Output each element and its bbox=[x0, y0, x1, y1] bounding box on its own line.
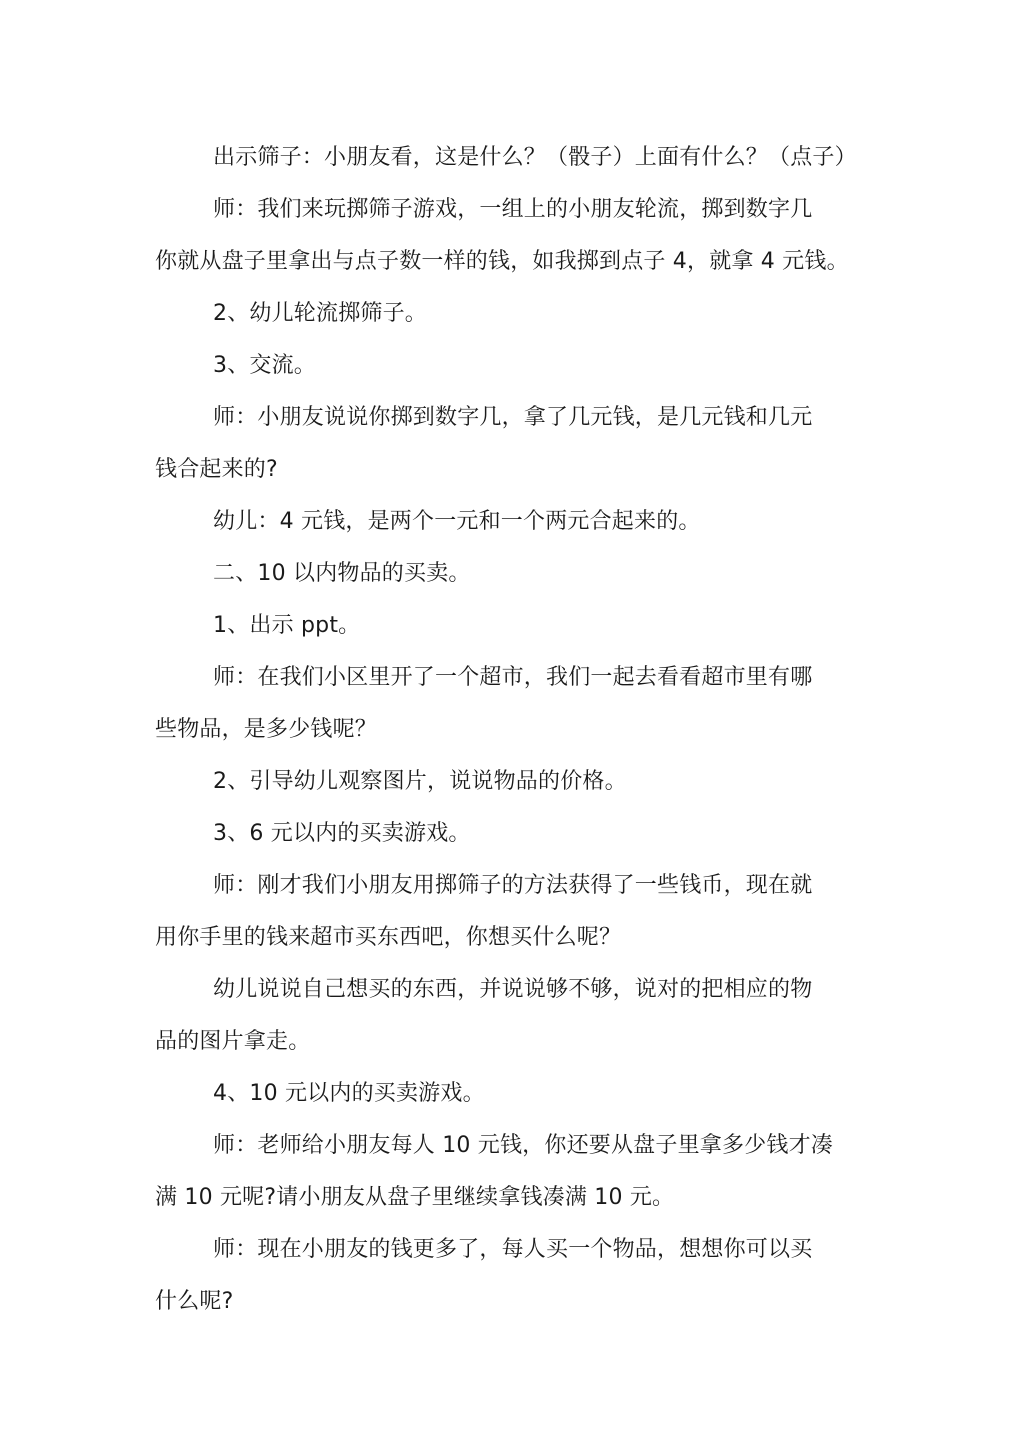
text-line: 些物品，是多少钱呢？ bbox=[155, 717, 378, 742]
document-body bbox=[155, 138, 855, 1334]
text-line: 二、10 以内物品的买卖。 bbox=[213, 561, 471, 586]
text-line: 钱合起来的? bbox=[155, 457, 278, 482]
paragraph bbox=[155, 346, 855, 398]
text-line: 师：老师给小朋友每人 10 元钱，你还要从盘子里拿多少钱才凑 bbox=[213, 1133, 833, 1158]
text-line: 2、引导幼儿观察图片，说说物品的价格。 bbox=[213, 769, 627, 794]
text-line: 出示筛子：小朋友看，这是什么？（骰子）上面有什么？（点子） bbox=[213, 145, 857, 170]
paragraph bbox=[155, 1230, 855, 1334]
paragraph bbox=[155, 398, 855, 502]
paragraph bbox=[155, 190, 855, 294]
text-line: 你就从盘子里拿出与点子数一样的钱，如我掷到点子 4，就拿 4 元钱。 bbox=[155, 249, 849, 274]
paragraph bbox=[155, 762, 855, 814]
text-line: 师：现在小朋友的钱更多了，每人买一个物品，想想你可以买 bbox=[213, 1237, 813, 1262]
paragraph bbox=[155, 970, 855, 1074]
text-line: 满 10 元呢?请小朋友从盘子里继续拿钱凑满 10 元。 bbox=[155, 1185, 675, 1210]
paragraph bbox=[155, 1126, 855, 1230]
text-line: 3、交流。 bbox=[213, 353, 316, 378]
text-line: 4、10 元以内的买卖游戏。 bbox=[213, 1081, 485, 1106]
paragraph bbox=[155, 554, 855, 606]
paragraph bbox=[155, 294, 855, 346]
text-line: 幼儿：4 元钱，是两个一元和一个两元合起来的。 bbox=[213, 509, 701, 534]
paragraph bbox=[155, 606, 855, 658]
text-line: 2、幼儿轮流掷筛子。 bbox=[213, 301, 427, 326]
paragraph bbox=[155, 1074, 855, 1126]
paragraph bbox=[155, 814, 855, 866]
text-line: 1、出示 ppt。 bbox=[213, 613, 361, 638]
text-line: 师：在我们小区里开了一个超市，我们一起去看看超市里有哪 bbox=[213, 665, 813, 690]
text-line: 幼儿说说自己想买的东西，并说说够不够，说对的把相应的物 bbox=[213, 977, 813, 1002]
text-line: 用你手里的钱来超市买东西吧，你想买什么呢？ bbox=[155, 925, 622, 950]
text-line: 师：我们来玩掷筛子游戏，一组上的小朋友轮流，掷到数字几 bbox=[213, 197, 813, 222]
text-line: 什么呢? bbox=[155, 1289, 234, 1314]
text-line: 师：刚才我们小朋友用掷筛子的方法获得了一些钱币，现在就 bbox=[213, 873, 813, 898]
text-line: 3、6 元以内的买卖游戏。 bbox=[213, 821, 471, 846]
text-line: 师：小朋友说说你掷到数字几，拿了几元钱，是几元钱和几元 bbox=[213, 405, 813, 430]
paragraph bbox=[155, 502, 855, 554]
paragraph bbox=[155, 866, 855, 970]
paragraph bbox=[155, 658, 855, 762]
text-line: 品的图片拿走。 bbox=[155, 1029, 311, 1054]
paragraph bbox=[155, 138, 855, 190]
